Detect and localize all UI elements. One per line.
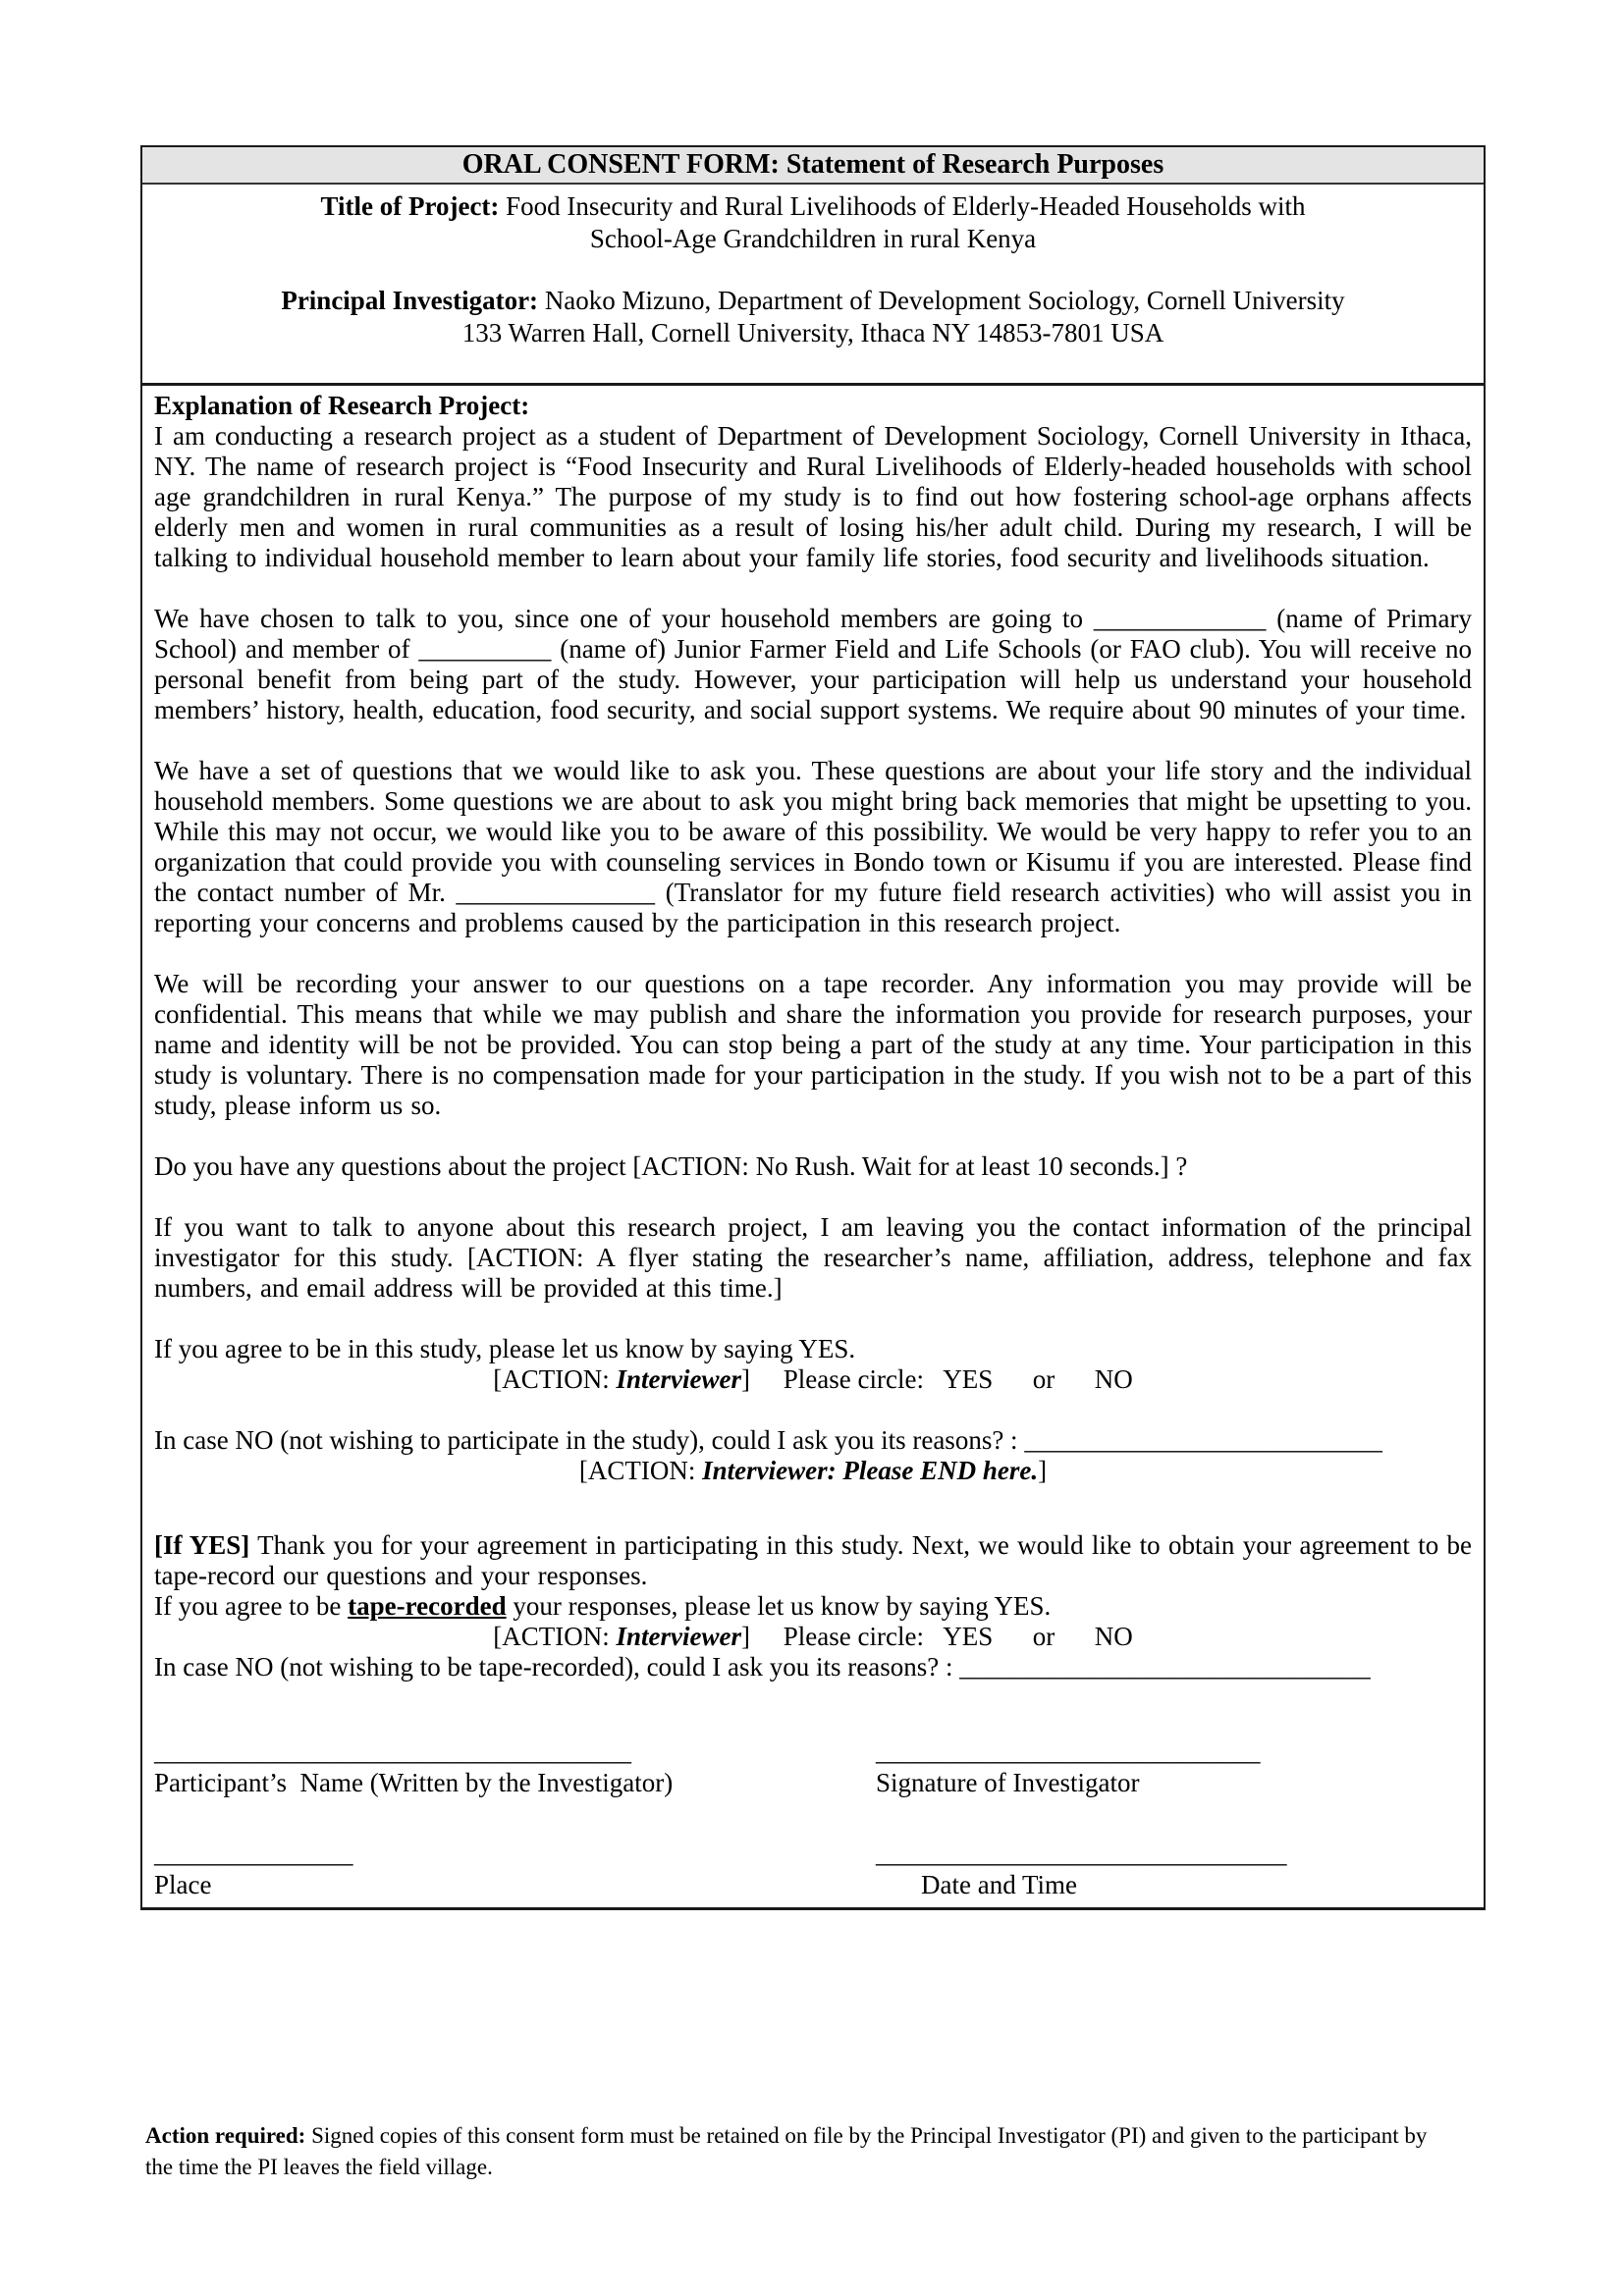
footer-action-required-label: Action required: bbox=[145, 2123, 306, 2148]
paragraph-no-participate bbox=[154, 1425, 1472, 1456]
no-tape-text: In case NO (not wishing to be tape-recorded), could I ask you its reasons? : bbox=[154, 1652, 960, 1682]
place-line: _______________ bbox=[154, 1839, 353, 1868]
project-title-text: Food Insecurity and Rural Livelihoods of Elderly-Headed Households with bbox=[499, 191, 1306, 221]
title-block bbox=[142, 185, 1484, 386]
investigator-signature-line: _____________________________ bbox=[876, 1736, 1261, 1766]
principal-investigator-label: Principal Investigator: bbox=[281, 286, 539, 315]
participant-name-line: ____________________________________ bbox=[154, 1736, 631, 1766]
paragraph-tape-recorded bbox=[154, 1591, 1472, 1622]
signature-row-names bbox=[154, 1736, 1472, 1799]
please-circle-yes-no: Please circle: YES or NO bbox=[750, 1622, 1133, 1651]
paragraph-contact-info: If you want to talk to anyone about this research project, I am leaving you the contact information of the principal investigator for this study. [ACTION: A flyer stating the researcher’s name, affiliation, address, telephone and fax numbers, and email address will be provided at this time.] bbox=[154, 1212, 1472, 1303]
signature-row-place-date bbox=[154, 1839, 1472, 1901]
action-interviewer-label: Interviewer bbox=[616, 1364, 742, 1394]
place-cell bbox=[154, 1839, 876, 1901]
tape-recorded-emphasis: tape-recorded bbox=[348, 1591, 507, 1621]
please-circle-yes-no: Please circle: YES or NO bbox=[750, 1364, 1133, 1394]
paragraph-questions: We have a set of questions that we would like to ask you. These questions are about your life story and the individual household members. Some questions we are about to ask you might bring back memories that might be upsetting to you. While this may not occur, we would like you to be aware of this possibility. We would be very happy to refer you to an organization that could provide you with counseling services in Bondo town or Kisumu if you are interested. Please find the contact number of Mr. _______________ (Translator for my future field research activities) who will assist you in reporting your concerns and problems caused by the participation in this research project. bbox=[154, 756, 1472, 937]
paragraph-any-questions: Do you have any questions about the project [ACTION: No Rush. Wait for at least 10 seconds.] ? bbox=[154, 1151, 1188, 1181]
if-yes-label: [If YES] bbox=[154, 1530, 250, 1560]
action-bracket-close: ] bbox=[741, 1622, 751, 1651]
project-title-line2: School-Age Grandchildren in rural Kenya bbox=[589, 224, 1037, 253]
paragraph-agree-study: If you agree to be in this study, please let us know by saying YES. bbox=[154, 1334, 856, 1363]
participant-name-label: Participant’s Name (Written by the Investigator) bbox=[154, 1768, 674, 1797]
consent-form-box bbox=[140, 145, 1486, 1910]
tape-prefix: If you agree to be bbox=[154, 1591, 349, 1621]
participant-name-cell bbox=[154, 1736, 876, 1799]
paragraph-selection: We have chosen to talk to you, since one of your household members are going to _____________ (name of Primary School) and member of __________ (name of) Junior Farmer Field and Life Schools (or FAO club). You will receive no personal benefit from being part of the study. However, your participation will help us understand your household members’ history, health, education, food security, and social support systems. We require about 90 minutes of your time. bbox=[154, 604, 1472, 724]
explanation-heading: Explanation of Research Project: bbox=[154, 391, 530, 420]
no-participate-text: In case NO (not wishing to participate in the study), could I ask you its reasons? : bbox=[154, 1425, 1025, 1455]
action-line-end-here bbox=[154, 1456, 1472, 1486]
paragraph-recording: We will be recording your answer to our questions on a tape recorder. Any information you may provide will be confidential. This means that while we may publish and share the information you provide for research purposes, your name and identity will be not be provided. You can stop being a part of the study at any time. Your participation in this study is voluntary. There is no compensation made for your participation in the study. If you wish not to be a part of this study, please inform us so. bbox=[154, 969, 1472, 1120]
action-bracket-open: [ACTION: bbox=[493, 1622, 617, 1651]
project-title-label: Title of Project: bbox=[320, 191, 500, 221]
paragraph-explanation: I am conducting a research project as a student of Department of Development Sociology, Cornell University in Ithaca, NY. The name of research project is “Food Insecurity and Rural Livelihoods of Elderly-headed households with school age grandchildren in rural Kenya.” The purpose of my study is to find out how fostering school-age orphans affects elderly men and women in rural communities as a result of losing his/her adult child. During my research, I will be talking to individual household member to learn about your family life stories, food security and livelihoods situation. bbox=[154, 421, 1472, 572]
action-interviewer-label: Interviewer bbox=[616, 1622, 742, 1651]
no-participate-reason-blank: ___________________________ bbox=[1024, 1425, 1382, 1455]
action-bracket-close: ] bbox=[1038, 1456, 1048, 1485]
date-time-cell bbox=[876, 1839, 1472, 1901]
project-title-line1 bbox=[156, 190, 1470, 223]
investigator-signature-cell bbox=[876, 1736, 1472, 1799]
form-title: ORAL CONSENT FORM: Statement of Research Purposes bbox=[461, 149, 1164, 180]
action-bracket-open: [ACTION: bbox=[493, 1364, 617, 1394]
action-line-circle-1 bbox=[154, 1364, 1472, 1395]
principal-investigator-text: Naoko Mizuno, Department of Development Sociology, Cornell University bbox=[538, 286, 1345, 315]
place-label: Place bbox=[154, 1870, 212, 1899]
if-yes-text: Thank you for your agreement in participating in this study. Next, we would like to obtain your agreement to be tape-record our questions and your responses. bbox=[154, 1530, 1472, 1590]
paragraph-if-yes bbox=[154, 1530, 1472, 1591]
footer-note bbox=[145, 2120, 1451, 2183]
paragraph-no-tape bbox=[154, 1652, 1472, 1682]
form-header-bar bbox=[142, 147, 1484, 185]
no-tape-reason-blank: _______________________________ bbox=[959, 1652, 1371, 1682]
investigator-signature-label: Signature of Investigator bbox=[876, 1768, 1140, 1797]
action-end-here-label: Interviewer: Please END here. bbox=[702, 1456, 1039, 1485]
action-bracket-close: ] bbox=[741, 1364, 751, 1394]
footer-note-text: Signed copies of this consent form must be retained on file by the Principal Investigator (PI) and given to the participant by the time the PI leaves the field village. bbox=[145, 2123, 1428, 2179]
action-line-circle-2 bbox=[154, 1622, 1472, 1652]
principal-investigator-line1 bbox=[156, 285, 1470, 317]
form-body bbox=[142, 386, 1484, 1907]
tape-suffix: your responses, please let us know by saying YES. bbox=[506, 1591, 1052, 1621]
principal-investigator-address: 133 Warren Hall, Cornell University, Ithaca NY 14853-7801 USA bbox=[461, 318, 1164, 347]
action-bracket-open: [ACTION: bbox=[578, 1456, 703, 1485]
date-time-label: Date and Time bbox=[921, 1870, 1077, 1899]
date-time-line: _______________________________ bbox=[876, 1839, 1287, 1868]
